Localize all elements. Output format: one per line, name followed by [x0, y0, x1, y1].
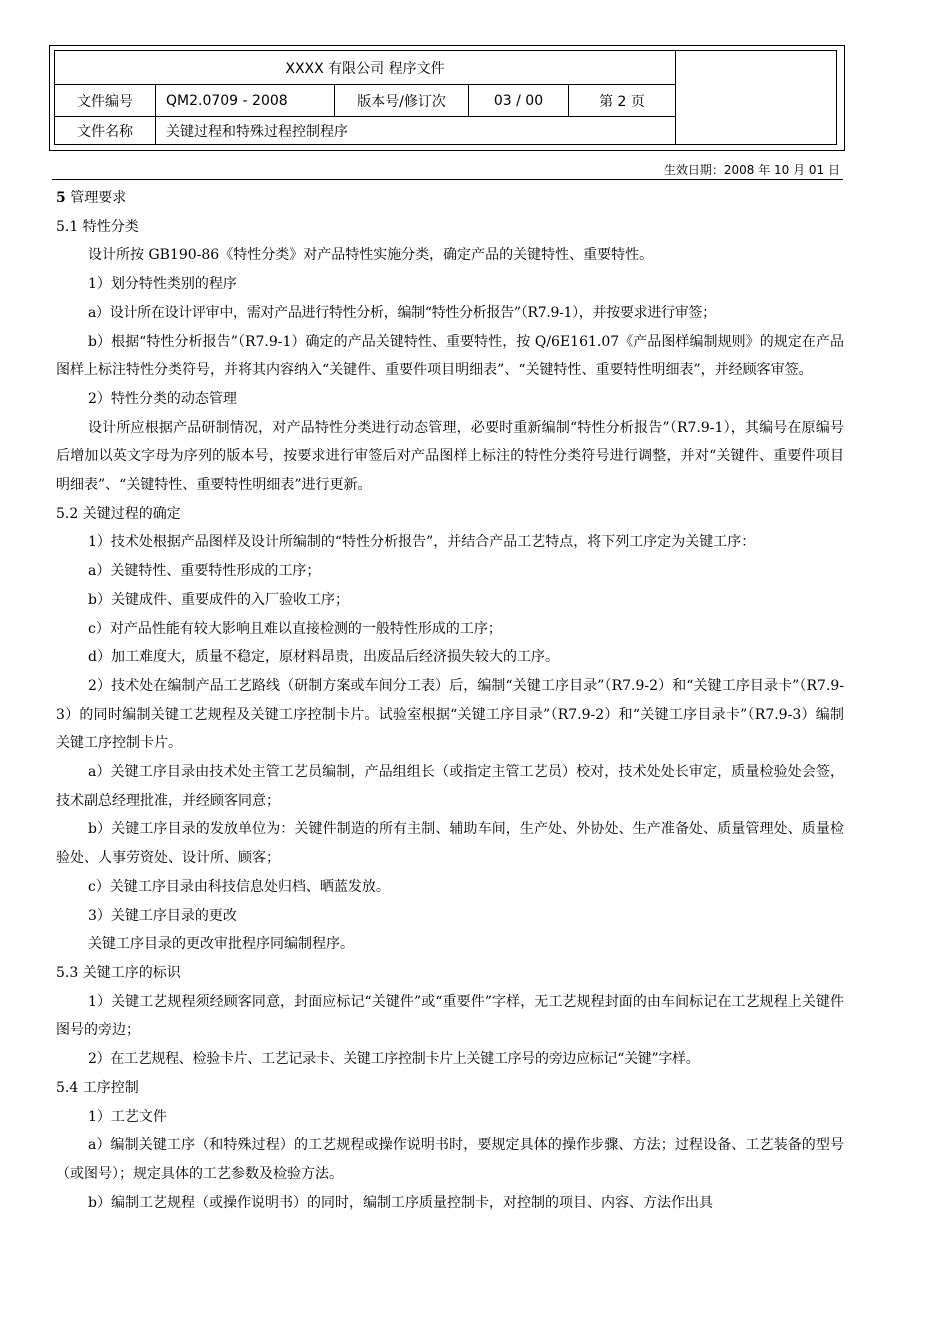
- document-body: [56, 184, 844, 1217]
- list-heading: 1）技术处根据产品图样及设计所编制的“特性分析报告”，并结合产品工艺特点，将下列工序定为关键工序：: [88, 534, 756, 551]
- list-heading: 1）划分特性类别的程序: [88, 276, 237, 293]
- list-item: b）关键工序目录的发放单位为：关键件制造的所有主制、辅助车间，生产处、外协处、生产准备处、质量管理处、质量检验处、人事劳资处、设计所、顾客；: [56, 821, 844, 867]
- paragraph: 设计所按 GB190-86《特性分类》对产品特性实施分类，确定产品的关键特性、重要特性。: [88, 247, 654, 264]
- paragraph: 关键工序目录的更改审批程序同编制程序。: [88, 936, 354, 953]
- list-item: a）关键特性、重要特性形成的工序；: [88, 563, 321, 580]
- subsection-heading: 5.4 工序控制: [56, 1079, 139, 1096]
- list-item: b）关键成件、重要成件的入厂验收工序；: [88, 591, 349, 608]
- version-value: 03 / 00: [468, 85, 568, 116]
- list-item: b）编制工艺规程（或操作说明书）的同时，编制工序质量控制卡，对控制的项目、内容、方法作出具: [88, 1194, 713, 1211]
- header-name-row: [55, 117, 675, 144]
- list-item: 2）在工艺规程、检验卡片、工艺记录卡、关键工序控制卡片上关键工序号的旁边应标记“关键”字样。: [88, 1051, 700, 1068]
- list-heading: 2）特性分类的动态管理: [88, 390, 237, 407]
- list-item: b）根据“特性分析报告”（R7.9-1）确定的产品关键特性、重要特性，按 Q/6E161.07《产品图样编制规则》的规定在产品图样上标注特性分类符号，并将其内容纳入“关键件、重要件项目明细表”、“关键特性、重要特性明细表”，并经顾客审签。: [56, 333, 844, 379]
- effective-date: 生效日期：2008 年 10 月 01 日: [663, 163, 840, 177]
- paragraph: 设计所应根据产品研制情况，对产品特性分类进行动态管理，必要时重新编制“特性分析报告”（R7.9-1），其编号在原编号后增加以英文字母为序列的版本号，按要求进行审签后对产品图样上标注的特性分类符号进行调整，并对“关键件、重要件项目明细表”、“关键特性、重要特性明细表”进行更新。: [56, 419, 844, 494]
- header-table: [54, 50, 676, 145]
- subsection-heading: 5.3 关键工序的标识: [56, 964, 181, 981]
- list-item: a）关键工序目录由技术处主管工艺员编制，产品组组长（或指定主管工艺员）校对，技术处处长审定，质量检验处会签，技术副总经理批准，并经顾客同意；: [56, 764, 844, 809]
- list-heading: 2）技术处在编制产品工艺路线（研制方案或车间分工表）后，编制“关键工序目录”（R7.9-2）和“关键工序目录卡”（R7.9-3）的同时编制关键工艺规程及关键工序控制卡片。试验室根据“关键工序目录”（R7.9-2）和“关键工序目录卡”（R7.9-3）编制关键工序控制卡片。: [56, 677, 844, 752]
- section-title: 管理要求: [65, 190, 127, 206]
- header-divider: [52, 179, 843, 180]
- list-item: d）加工难度大，质量不稳定，原材料昂贵，出废品后经济损失较大的工序。: [88, 649, 559, 666]
- page-number: 第 2 页: [568, 85, 675, 116]
- list-item: 1）关键工艺规程须经顾客同意，封面应标记“关键件”或“重要件”字样，无工艺规程封面的由车间标记在工艺规程上关键件图号的旁边；: [56, 993, 844, 1039]
- doc-no-label: 文件编号: [77, 93, 133, 110]
- list-item: c）关键工序目录由科技信息处归档、晒蓝发放。: [88, 878, 390, 895]
- section-heading: [56, 184, 844, 213]
- list-item: a）编制关键工序（和特殊过程）的工艺规程或操作说明书时，要规定具体的操作步骤、方法；过程设备、工艺装备的型号（或图号）；规定具体的工艺参数及检验方法。: [56, 1137, 844, 1182]
- document-header: [49, 45, 845, 151]
- list-heading: 3）关键工序目录的更改: [88, 907, 237, 924]
- doc-name-value: 关键过程和特殊过程控制程序: [155, 117, 675, 144]
- list-item: a）设计所在设计评审中，需对产品进行特性分析，编制“特性分析报告”（R7.9-1），并按要求进行审签；: [88, 304, 716, 321]
- company-title: XXXX 有限公司 程序文件: [285, 60, 445, 77]
- header-blank-box: [676, 50, 837, 145]
- section-number: 5: [56, 190, 66, 206]
- header-info-row: [55, 85, 675, 117]
- doc-no-value: QM2.0709 - 2008: [155, 85, 334, 116]
- list-item: c）对产品性能有较大影响且难以直接检测的一般特性形成的工序；: [88, 620, 502, 637]
- header-title-row: [55, 51, 675, 85]
- doc-name-label: 文件名称: [77, 123, 133, 140]
- version-label: 版本号/修订次: [334, 85, 468, 116]
- list-heading: 1）工艺文件: [88, 1108, 167, 1125]
- subsection-heading: 5.1 特性分类: [56, 218, 139, 235]
- subsection-heading: 5.2 关键过程的确定: [56, 505, 181, 522]
